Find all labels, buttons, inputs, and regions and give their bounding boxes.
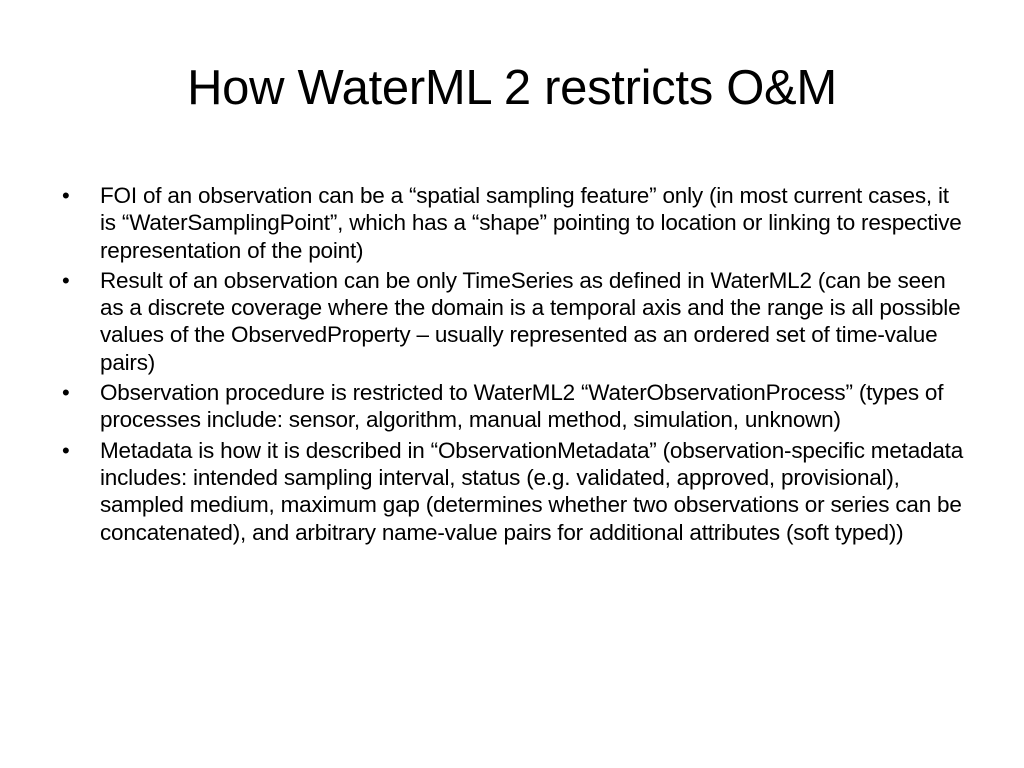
bullet-text: Result of an observation can be only TimeSeries as defined in WaterML2 (can be seen as a discrete coverage where the domain is a temporal axis and the range is all possible values of the ObservedProperty – usually represented as an ordered set of time-value pairs)	[100, 267, 961, 375]
bullet-item-procedure	[55, 379, 970, 434]
bullet-icon: •	[62, 437, 70, 463]
bullet-icon: •	[62, 183, 70, 208]
bullet-text: Observation procedure is restricted to WaterML2 “WaterObservationProcess” (types of processes include: sensor, algorithm, manual method, simulation, unknown)	[100, 380, 944, 433]
bullet-item-foi	[55, 182, 970, 264]
bullet-item-metadata	[55, 437, 970, 546]
bullet-text: Metadata is how it is described in “ObservationMetadata” (observation-specific metadata includes: intended sampling interval, status (e.g. validated, approved, provisional), sampled medium, maximum gap (determines whether two observations or series can be concatenated), and arbitrary name-value pairs for additional attributes (soft typed))	[100, 437, 964, 545]
bullet-icon: •	[62, 267, 70, 293]
slide-title: How WaterML 2 restricts O&M	[187, 61, 837, 115]
bullet-list	[55, 182, 970, 549]
bullet-icon: •	[62, 380, 70, 406]
bullet-text: FOI of an observation can be a “spatial sampling feature” only (in most current cases, it is “WaterSamplingPoint”, which has a “shape” pointing to location or linking to respective representation of the point)	[100, 183, 962, 263]
bullet-item-result	[55, 267, 970, 376]
